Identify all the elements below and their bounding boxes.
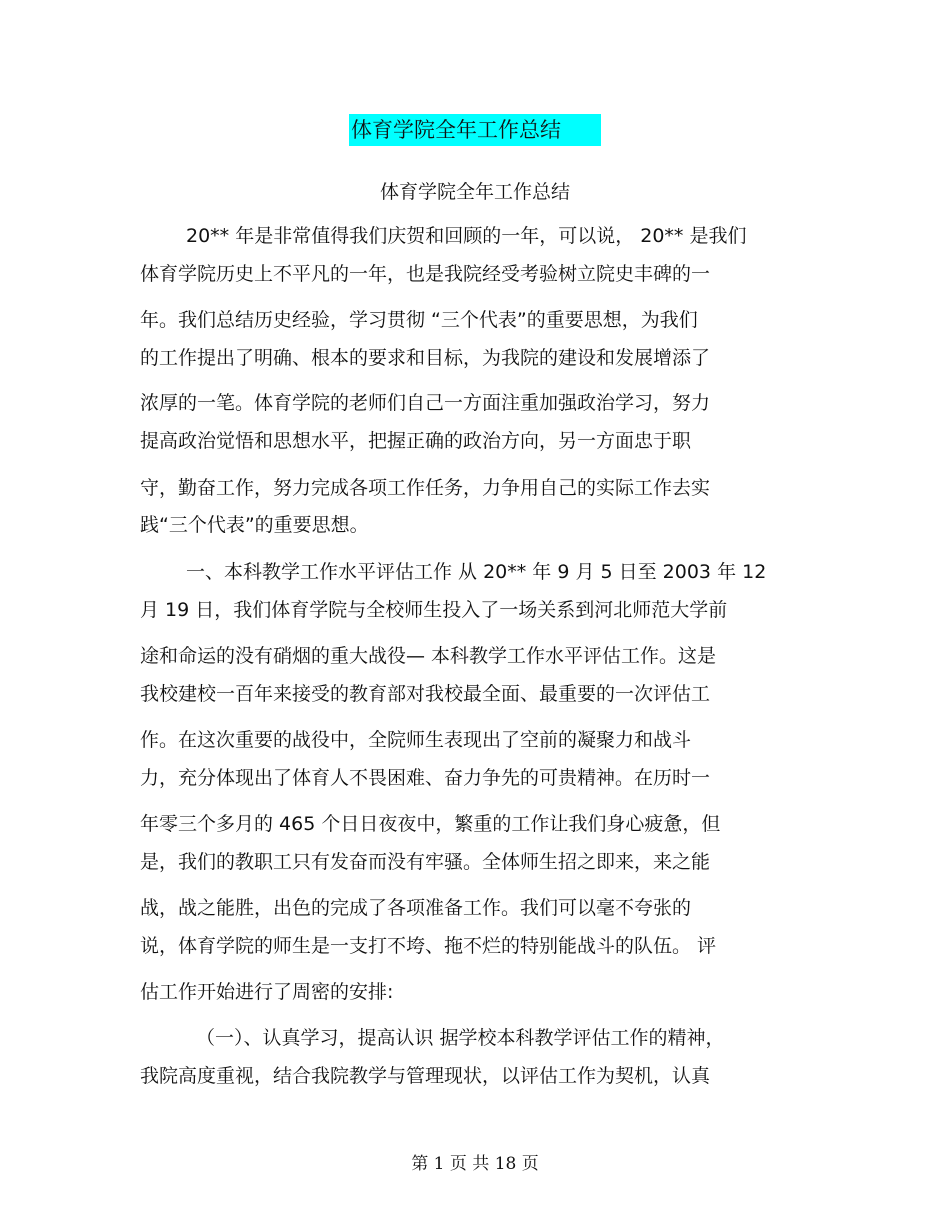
- paragraph-line: 估工作开始进行了周密的安排:: [140, 981, 394, 1003]
- paragraph-line: 月 19 日，我们体育学院与全校师生投入了一场关系到河北师范大学前: [140, 599, 728, 621]
- paragraph-line: 说，体育学院的师生是一支打不垮、拖不烂的特别能战斗的队伍。 评: [140, 935, 717, 957]
- paragraph-line: 途和命运的没有硝烟的重大战役— 本科教学工作水平评估工作。这是: [140, 645, 717, 667]
- paragraph-line: 力，充分体现出了体育人不畏困难、奋力争先的可贵精神。在历时一: [140, 767, 711, 789]
- paragraph-line: 是，我们的教职工只有发奋而没有牢骚。全体师生招之即来，来之能: [140, 851, 711, 873]
- paragraph-line: 我校建校一百年来接受的教育部对我校最全面、最重要的一次评估工: [140, 683, 711, 705]
- section-heading-line: 一、本科教学工作水平评估工作 从 20** 年 9 月 5 日至 2003 年 12: [186, 561, 767, 583]
- document-subtitle: 体育学院全年工作总结: [379, 181, 570, 203]
- paragraph-line: 守，勤奋工作，努力完成各项工作任务，力争用自己的实际工作去实: [140, 477, 711, 499]
- paragraph-line: 20** 年是非常值得我们庆贺和回顾的一年，可以说， 20** 是我们: [186, 225, 747, 247]
- paragraph-line: 作。在这次重要的战役中，全院师生表现出了空前的凝聚力和战斗: [140, 729, 692, 751]
- paragraph-line: 浓厚的一笔。体育学院的老师们自己一方面注重加强政治学习，努力: [140, 392, 711, 414]
- paragraph-line: 年零三个多月的 465 个日日夜夜中，繁重的工作让我们身心疲惫，但: [140, 813, 721, 835]
- page-number-footer: 第 1 页 共 18 页: [411, 1154, 539, 1174]
- paragraph-line: 年。我们总结历史经验，学习贯彻 “三个代表”的重要思想，为我们: [140, 309, 698, 331]
- paragraph-line: 践“三个代表”的重要思想。: [140, 514, 369, 536]
- paragraph-line: 体育学院历史上不平凡的一年，也是我院经受考验树立院史丰碑的一: [140, 263, 711, 285]
- subsection-heading-line: （一）、认真学习，提高认识 据学校本科教学评估工作的精神，: [196, 1027, 725, 1049]
- paragraph-line: 的工作提出了明确、根本的要求和目标，为我院的建设和发展增添了: [140, 347, 711, 369]
- document-title-highlighted: 体育学院全年工作总结: [349, 114, 601, 146]
- paragraph-line: 提高政治觉悟和思想水平，把握正确的政治方向，另一方面忠于职: [140, 430, 692, 452]
- paragraph-line: 我院高度重视，结合我院教学与管理现状，以评估工作为契机，认真: [140, 1065, 711, 1087]
- paragraph-line: 战，战之能胜，出色的完成了各项准备工作。我们可以毫不夸张的: [140, 897, 692, 919]
